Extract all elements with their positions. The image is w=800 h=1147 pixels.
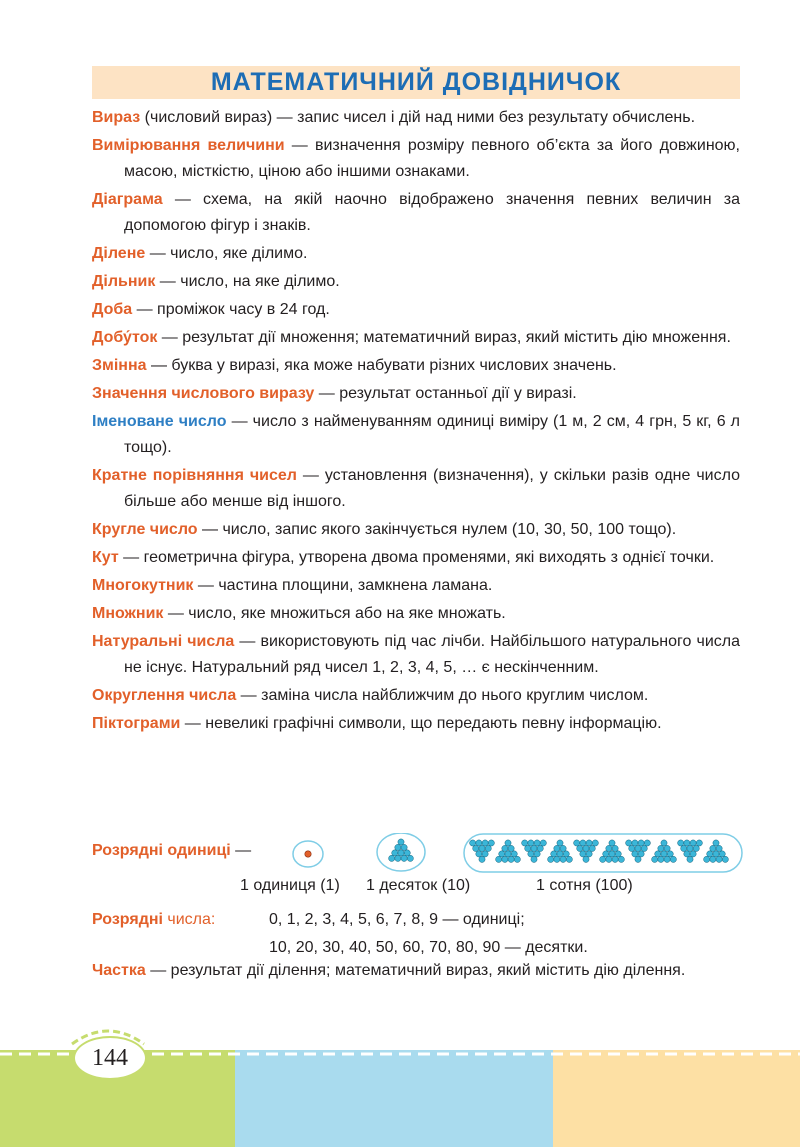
bead: [710, 845, 716, 851]
bead: [638, 851, 644, 857]
bead: [612, 856, 618, 862]
bead: [482, 840, 488, 846]
bead: [713, 840, 719, 846]
entry-diahrama: Діаграма — схема, на якій наочно відображено значення певних величин за допомогою фігур і знаків.: [92, 191, 740, 234]
bead: [488, 840, 494, 846]
bead: [583, 845, 589, 851]
bead: [632, 851, 638, 857]
one-unit-bead: [305, 851, 311, 857]
bead: [652, 856, 658, 862]
bead: [655, 851, 661, 857]
bead: [514, 856, 520, 862]
title-bar: [92, 66, 740, 99]
bead: [690, 851, 696, 857]
entry-kratne: Кратне порівняння чисел — установлення (визначення), у скільки разів одне число більше або менше від іншого.: [92, 467, 741, 510]
entry-dobutok: Добу́ток — результат дії множення; математичний вираз, який містить дію множення.: [92, 329, 731, 346]
bead: [678, 840, 684, 846]
entry-chastka: Частка — результат дії ділення; математичний вираз, який містить дію ділення.: [92, 962, 686, 979]
bead: [398, 839, 404, 845]
bead: [661, 851, 667, 857]
glossary-list: [92, 105, 740, 739]
bead: [658, 845, 664, 851]
entry-piktohramy: Піктограми — невеликі графічні символи, що передають певну інформацію.: [92, 715, 662, 732]
bead: [687, 856, 693, 862]
bead: [606, 845, 612, 851]
bead: [508, 845, 514, 851]
bead: [554, 856, 560, 862]
bead: [635, 856, 641, 862]
bead: [482, 851, 488, 857]
entry-vyraz: Вираз (числовий вираз) — запис чисел і дій над ними без результату обчислень.: [92, 109, 696, 126]
bead: [557, 851, 563, 857]
bead: [574, 840, 580, 846]
bead: [502, 856, 508, 862]
units-captions: [0, 877, 800, 899]
bead: [707, 851, 713, 857]
bead: [479, 845, 485, 851]
bead: [641, 845, 647, 851]
bead: [713, 851, 719, 857]
bead: [580, 840, 586, 846]
bead: [560, 845, 566, 851]
bead: [716, 856, 722, 862]
bead: [589, 845, 595, 851]
entry-vymiriuvannia: Вимірювання величини — визначення розміру певного об’єкта за його довжиною, масою, місткістю, ціною або іншими ознаками.: [92, 137, 741, 180]
bead: [629, 845, 635, 851]
bead: [528, 840, 534, 846]
bead: [577, 845, 583, 851]
bead: [537, 845, 543, 851]
caption-ten: 1 десяток (10): [366, 877, 471, 894]
bead: [603, 851, 609, 857]
bead: [395, 844, 401, 850]
bead: [615, 851, 621, 857]
bead: [586, 851, 592, 857]
bead: [696, 840, 702, 846]
bead: [531, 856, 537, 862]
bead: [566, 856, 572, 862]
bead: [548, 856, 554, 862]
entry-mnozhnyk: Множник — число, яке множиться або на яке множать.: [92, 605, 506, 622]
entry-zminna: Змінна — буква у виразі, яка може набувати різних числових значень.: [92, 357, 617, 374]
bead: [690, 840, 696, 846]
bead: [392, 850, 398, 856]
bead: [583, 856, 589, 862]
bead: [551, 851, 557, 857]
bead: [502, 845, 508, 851]
bead: [586, 840, 592, 846]
bead: [476, 840, 482, 846]
bead: [693, 845, 699, 851]
entry-doba: Доба — проміжок часу в 24 год.: [92, 301, 330, 318]
digits-label: Розрядні числа:: [92, 911, 216, 928]
bead: [710, 856, 716, 862]
entry-dilene: Ділене — число, яке ділимо.: [92, 245, 308, 262]
bead: [505, 851, 511, 857]
bead: [499, 851, 505, 857]
bead: [600, 856, 606, 862]
bead: [398, 850, 404, 856]
bead: [667, 851, 673, 857]
bead: [592, 840, 598, 846]
bead: [609, 851, 615, 857]
bead: [661, 840, 667, 846]
bead: [540, 840, 546, 846]
bead: [658, 856, 664, 862]
bead: [401, 844, 407, 850]
entry-znachennia: Значення числового виразу — результат останньої дії у виразі.: [92, 385, 577, 402]
bead: [525, 845, 531, 851]
entry-kruhle: Кругле число — число, запис якого закінчується нулем (10, 30, 50, 100 тощо).: [92, 521, 677, 538]
bead: [473, 845, 479, 851]
bead: [687, 845, 693, 851]
bead: [722, 856, 728, 862]
bead: [635, 845, 641, 851]
entry-imenovane: Іменоване число — число з найменуванням одиниці виміру (1 м, 2 см, 4 грн, 5 кг, 6 л тощо).: [92, 413, 740, 456]
bead: [664, 845, 670, 851]
bead: [560, 856, 566, 862]
bead: [618, 856, 624, 862]
bead: [606, 856, 612, 862]
bead: [557, 840, 563, 846]
bead: [479, 856, 485, 862]
bead: [534, 840, 540, 846]
bead: [470, 840, 476, 846]
bead: [511, 851, 517, 857]
place-value-units: [92, 833, 752, 875]
bead: [719, 851, 725, 857]
bead: [670, 856, 676, 862]
entry-mnohokutnyk: Многокутник — частина площини, замкнена ламана.: [92, 577, 493, 594]
bead: [684, 851, 690, 857]
entry-okruhlennia: Округлення числа — заміна числа найближчим до нього круглим числом.: [92, 687, 649, 704]
bead: [534, 851, 540, 857]
bead: [563, 851, 569, 857]
bead: [638, 840, 644, 846]
bead: [644, 840, 650, 846]
bead: [704, 856, 710, 862]
bead: [404, 850, 410, 856]
entry-dilnyk: Дільник — число, на яке ділимо.: [92, 273, 340, 290]
bead: [664, 856, 670, 862]
bead: [496, 856, 502, 862]
digits-ones: 0, 1, 2, 3, 4, 5, 6, 7, 8, 9 — одиниці;: [269, 911, 525, 928]
bead: [612, 845, 618, 851]
entry-naturalni: Натуральні числа — використовують під час лічби. Найбільшого натурального числа не існує. Натуральний ряд чисел 1, 2, 3, 4, 5, … є нескінченним.: [92, 633, 740, 676]
caption-unit: 1 одиниця (1): [240, 877, 340, 894]
bead: [716, 845, 722, 851]
bead: [508, 856, 514, 862]
caption-hundred: 1 сотня (100): [536, 877, 633, 894]
bead: [401, 855, 407, 861]
digits-tens: 10, 20, 30, 40, 50, 60, 70, 80, 90 — десятки.: [269, 939, 588, 956]
entry-kut: Кут — геометрична фігура, утворена двома променями, які виходять з однієї точки.: [92, 549, 715, 566]
bead: [505, 840, 511, 846]
bead: [476, 851, 482, 857]
page-number-badge: [73, 1036, 147, 1080]
bead: [626, 840, 632, 846]
bead: [554, 845, 560, 851]
bead: [485, 845, 491, 851]
bead: [528, 851, 534, 857]
bead: [681, 845, 687, 851]
bead: [395, 855, 401, 861]
bead: [531, 845, 537, 851]
bead: [609, 840, 615, 846]
bead: [632, 840, 638, 846]
bead: [522, 840, 528, 846]
page-number: 144: [92, 1044, 128, 1071]
bead: [389, 855, 395, 861]
bead: [684, 840, 690, 846]
bead: [580, 851, 586, 857]
bead: [407, 855, 413, 861]
footer-band-blue: [235, 1050, 553, 1147]
page-title: МАТЕМАТИЧНИЙ ДОВІДНИЧОК: [210, 68, 622, 96]
units-label: Розрядні одиниці —: [92, 842, 252, 859]
footer-band-yellow: [553, 1050, 800, 1147]
